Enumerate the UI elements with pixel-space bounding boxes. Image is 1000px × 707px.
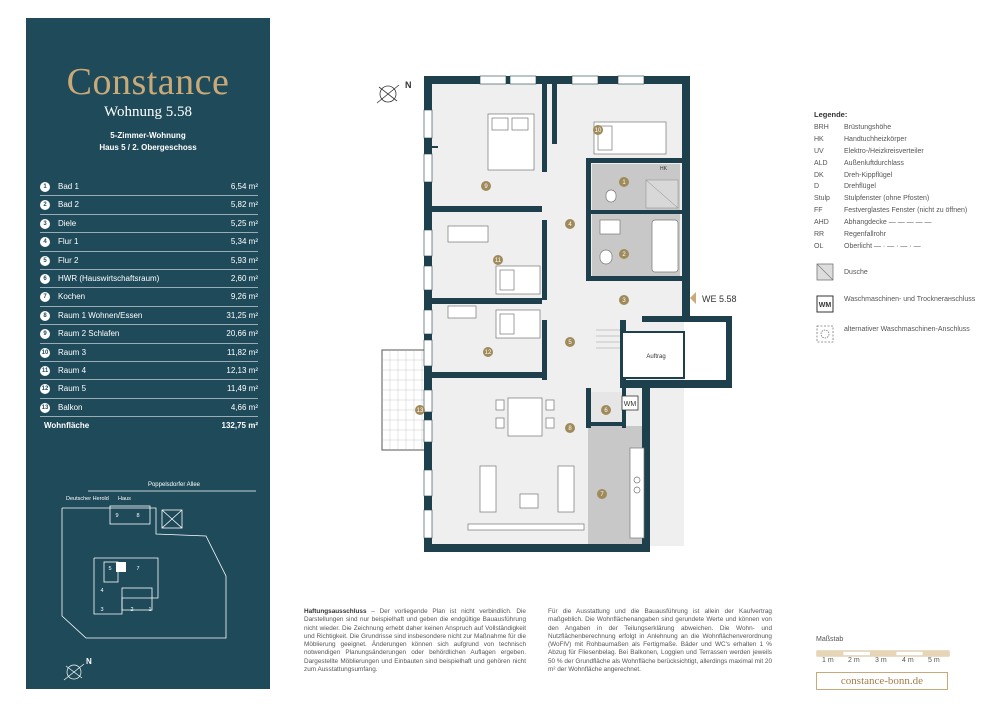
alt-wm-label: alternativer Waschmaschinen-Anschluss xyxy=(844,325,970,333)
legend-abbr: BRH xyxy=(814,124,829,131)
room-name: Raum 3 xyxy=(58,347,87,357)
room-name: Flur 2 xyxy=(58,255,79,265)
room-name: Diele xyxy=(58,218,77,228)
room-number-badge: 9 xyxy=(40,329,50,339)
room-marker: 9 xyxy=(484,184,488,190)
room-area: 11,82 m² xyxy=(227,347,258,357)
legend xyxy=(814,110,989,349)
room-marker: 11 xyxy=(494,258,502,264)
entrance-marker-icon xyxy=(690,292,696,304)
legend-item xyxy=(814,146,989,158)
legend-abbr: OL xyxy=(814,242,824,250)
highlighted-house xyxy=(116,562,126,572)
legend-abbr: Stulp xyxy=(814,195,830,203)
legend-text: Handtuchheizkörper xyxy=(844,135,907,143)
room-number-badge: 8 xyxy=(40,311,50,321)
room-number-badge: 2 xyxy=(40,200,50,210)
brand-logo: Constance xyxy=(66,61,230,103)
unit-title: Wohnung 5.58 xyxy=(104,104,192,120)
disclaimer-text-1: – Der vorliegende Plan ist nicht verbindlich. Die Darstellungen sind nur beispielhaft und geben die endgültige Bauausführung nicht wieder. Die Zeichnung erhebt daher keinen Anspruch auf Vollständigkeit und Richtigkeit. Die Grundrisse sind insbesondere nicht zur Maßnahme für die Möblierung geeignet. Änderungen können sich aufgrund von technisch notwendigen Planungsänderungen oder behördlichen Auflagen ergeben. Dargestellte Möblierungen und Einbauten sind beispielhaft und gehören nicht zum Ausstattungsumfang. xyxy=(304,608,526,674)
legend-text: Festverglastes Fenster (nicht zu öffnen) xyxy=(844,207,968,215)
room-name: Raum 2 Schlafen xyxy=(58,329,120,339)
site-house-number: 8 xyxy=(136,513,140,519)
room-marker: 2 xyxy=(622,252,626,258)
site-house-number: 5 xyxy=(108,566,112,572)
scale-tick: 4 m xyxy=(902,657,914,664)
room-area: 11,49 m² xyxy=(227,384,258,394)
room-name: Raum 5 xyxy=(58,384,87,394)
room-area: 6,54 m² xyxy=(230,182,258,191)
room-number-badge: 10 xyxy=(41,349,49,356)
room-number-badge: 4 xyxy=(40,237,50,247)
site-outline xyxy=(62,506,226,638)
room-area: 2,60 m² xyxy=(230,273,258,283)
legend-text: Drehflügel xyxy=(844,183,876,191)
legend-wm xyxy=(814,293,989,319)
site-house-number: 9 xyxy=(115,513,119,519)
room-marker: 1 xyxy=(622,180,626,186)
legend-abbr: D xyxy=(814,183,820,191)
room-number-badge: 11 xyxy=(41,367,49,374)
room-number-badge: 5 xyxy=(40,256,50,266)
site-building-right: Haus xyxy=(118,496,131,502)
site-plan xyxy=(26,466,270,689)
room-row xyxy=(40,270,258,288)
room-row xyxy=(40,344,258,362)
legend-item xyxy=(814,134,989,146)
room-row xyxy=(40,178,258,196)
room-area: 31,25 m² xyxy=(226,310,258,320)
room-name: Bad 1 xyxy=(58,182,79,191)
site-building-left: Deutscher Herold xyxy=(66,496,109,502)
room-name: Raum 4 xyxy=(58,365,87,375)
room-area: 20,66 m² xyxy=(226,329,258,339)
alt-wm-icon xyxy=(816,325,834,343)
total-label: Wohnfläche xyxy=(44,421,90,431)
wm-label: WM xyxy=(623,401,637,408)
total-row xyxy=(40,417,258,435)
room-marker: 13 xyxy=(416,408,424,414)
site-house-number: 1 xyxy=(148,607,152,613)
unit-entrance-label: WE 5.58 xyxy=(702,294,737,304)
room-list xyxy=(40,178,258,435)
elevator-label: Auftrag xyxy=(646,354,666,360)
shower-area xyxy=(646,180,678,208)
disclaimer-col-1 xyxy=(304,608,526,674)
room-marker: 4 xyxy=(568,222,572,228)
wm-legend-label: Waschmaschinen- und Trocknerанschluss xyxy=(844,295,976,303)
site-north-label: N xyxy=(86,657,92,666)
legend-shower xyxy=(814,259,989,287)
legend-text: Elektro-/Heizkreisverteiler xyxy=(844,147,924,155)
room-area: 5,34 m² xyxy=(230,237,258,247)
shower-icon xyxy=(816,263,834,281)
room-row xyxy=(40,325,258,343)
room-row xyxy=(40,233,258,251)
room-row xyxy=(40,399,258,417)
legend-item xyxy=(814,193,989,205)
room-number-badge: 7 xyxy=(40,292,50,302)
legend-text: Dreh-Kippflügel xyxy=(844,171,893,179)
room-marker: 5 xyxy=(568,340,572,346)
legend-item xyxy=(814,170,989,182)
plan-north-label: N xyxy=(405,80,412,90)
room-area: 5,93 m² xyxy=(230,255,258,265)
room-area: 5,25 m² xyxy=(230,218,258,228)
room-marker: 3 xyxy=(622,298,626,304)
room-name: Bad 2 xyxy=(58,200,79,210)
room-area: 12,13 m² xyxy=(226,365,258,375)
room-marker: 6 xyxy=(604,408,608,414)
room-marker: 8 xyxy=(568,426,572,432)
room-number-badge: 13 xyxy=(41,404,49,411)
room-marker: 7 xyxy=(600,492,604,498)
site-house-number: 4 xyxy=(100,588,104,594)
room-row xyxy=(40,252,258,270)
scale-label: Maßstab xyxy=(816,636,844,643)
legend-text: Regenfallrohr xyxy=(844,231,887,239)
site-house-number: 2 xyxy=(130,607,134,613)
legend-abbr: ALD xyxy=(814,159,828,167)
room-area: 5,82 m² xyxy=(230,200,258,210)
legend-text: Außenluftdurchlass xyxy=(844,159,904,167)
room-number-badge: 1 xyxy=(40,182,50,192)
legend-title: Legende: xyxy=(814,110,848,119)
room-marker: 12 xyxy=(484,350,492,356)
legend-text: Stulpfenster (ohne Pfosten) xyxy=(844,195,930,203)
unit-type: 5-Zimmer-Wohnung xyxy=(110,131,186,140)
legend-abbr: AHD xyxy=(814,219,829,227)
site-compass-icon xyxy=(64,664,84,680)
room-row xyxy=(40,307,258,325)
shower-label: Dusche xyxy=(844,268,868,276)
legend-text: Oberlicht — · — · — · — xyxy=(844,242,921,250)
room-row xyxy=(40,362,258,380)
legend-abbr: HK xyxy=(814,135,824,143)
disclaimer-heading: Haftungsausschluss xyxy=(304,608,367,615)
room-row xyxy=(40,196,258,214)
room-marker: 10 xyxy=(594,128,602,134)
room-name: HWR (Hauswirtschaftsraum) xyxy=(58,273,160,283)
wm-symbol-icon xyxy=(816,295,834,313)
legend-item xyxy=(814,205,989,217)
room-row xyxy=(40,380,258,398)
hk-label: HK xyxy=(660,166,667,172)
total-area: 132,75 m² xyxy=(221,421,258,431)
site-house-number: 7 xyxy=(136,566,140,572)
room-row xyxy=(40,215,258,233)
room-row xyxy=(40,288,258,306)
scale-tick: 1 m xyxy=(822,657,834,664)
room-name: Balkon xyxy=(58,402,83,412)
unit-location: Haus 5 / 2. Obergeschoss xyxy=(99,143,197,152)
wm-symbol-text: WM xyxy=(818,301,832,309)
room-name: Flur 1 xyxy=(58,237,79,247)
legend-item xyxy=(814,158,989,170)
legend-item xyxy=(814,217,989,229)
legend-abbr: FF xyxy=(814,207,823,215)
room-number-badge: 3 xyxy=(40,219,50,229)
room-area: 4,66 m² xyxy=(230,402,258,412)
legend-abbr: RR xyxy=(814,231,825,239)
legend-item xyxy=(814,241,989,253)
room-area: 9,26 m² xyxy=(230,292,258,302)
legend-item xyxy=(814,122,989,134)
room-name: Raum 1 Wohnen/Essen xyxy=(58,310,143,320)
site-house-number: 3 xyxy=(100,607,104,613)
legend-text: Abhangdecke — — — — — xyxy=(844,219,932,227)
legend-abbr: DK xyxy=(814,171,824,179)
scale-tick: 5 m xyxy=(928,657,940,664)
legend-text: Brüstungshöhe xyxy=(844,124,892,131)
floor-plan xyxy=(360,70,750,585)
disclaimer-col-2: Für die Ausstattung und die Bauausführung ist allein der Kaufvertrag maßgeblich. Die Wohnflächenangaben sind gerundete Werte und können von den Angaben in der Teilungserklärung abweichen. Die Wohn- und Nutzflächenberechnung erfolgt in Anlehnung an die Wohnflächenverordnung (WoFlV) mit Rohbaumaßen als Fertigmaße. Bäder und WC's erhalten 1 % Abzug für Fliesenbelag. Bei Balkonen, Loggien und Terrassen werden jeweils 50 % der Grundfläche als Wohnfläche berücksichtigt, allerdings maximal mit 20 m² der Wohnfläche angerechnet. xyxy=(548,608,773,674)
legend-item xyxy=(814,229,989,241)
north-arrow-icon xyxy=(377,85,399,103)
info-panel xyxy=(26,18,270,689)
room-name: Kochen xyxy=(58,292,86,302)
room-number-badge: 12 xyxy=(41,386,49,393)
unit-subtitle xyxy=(26,130,270,154)
scale-tick: 3 m xyxy=(875,657,887,664)
legend-item xyxy=(814,181,989,193)
room-number-badge: 6 xyxy=(40,274,50,284)
website-link[interactable]: constance-bonn.de xyxy=(816,672,948,690)
legend-abbr: UV xyxy=(814,147,824,155)
legend-alt-wm xyxy=(814,325,989,349)
scale-tick: 2 m xyxy=(848,657,860,664)
site-street-label: Poppelsdorfer Allee xyxy=(147,482,201,488)
